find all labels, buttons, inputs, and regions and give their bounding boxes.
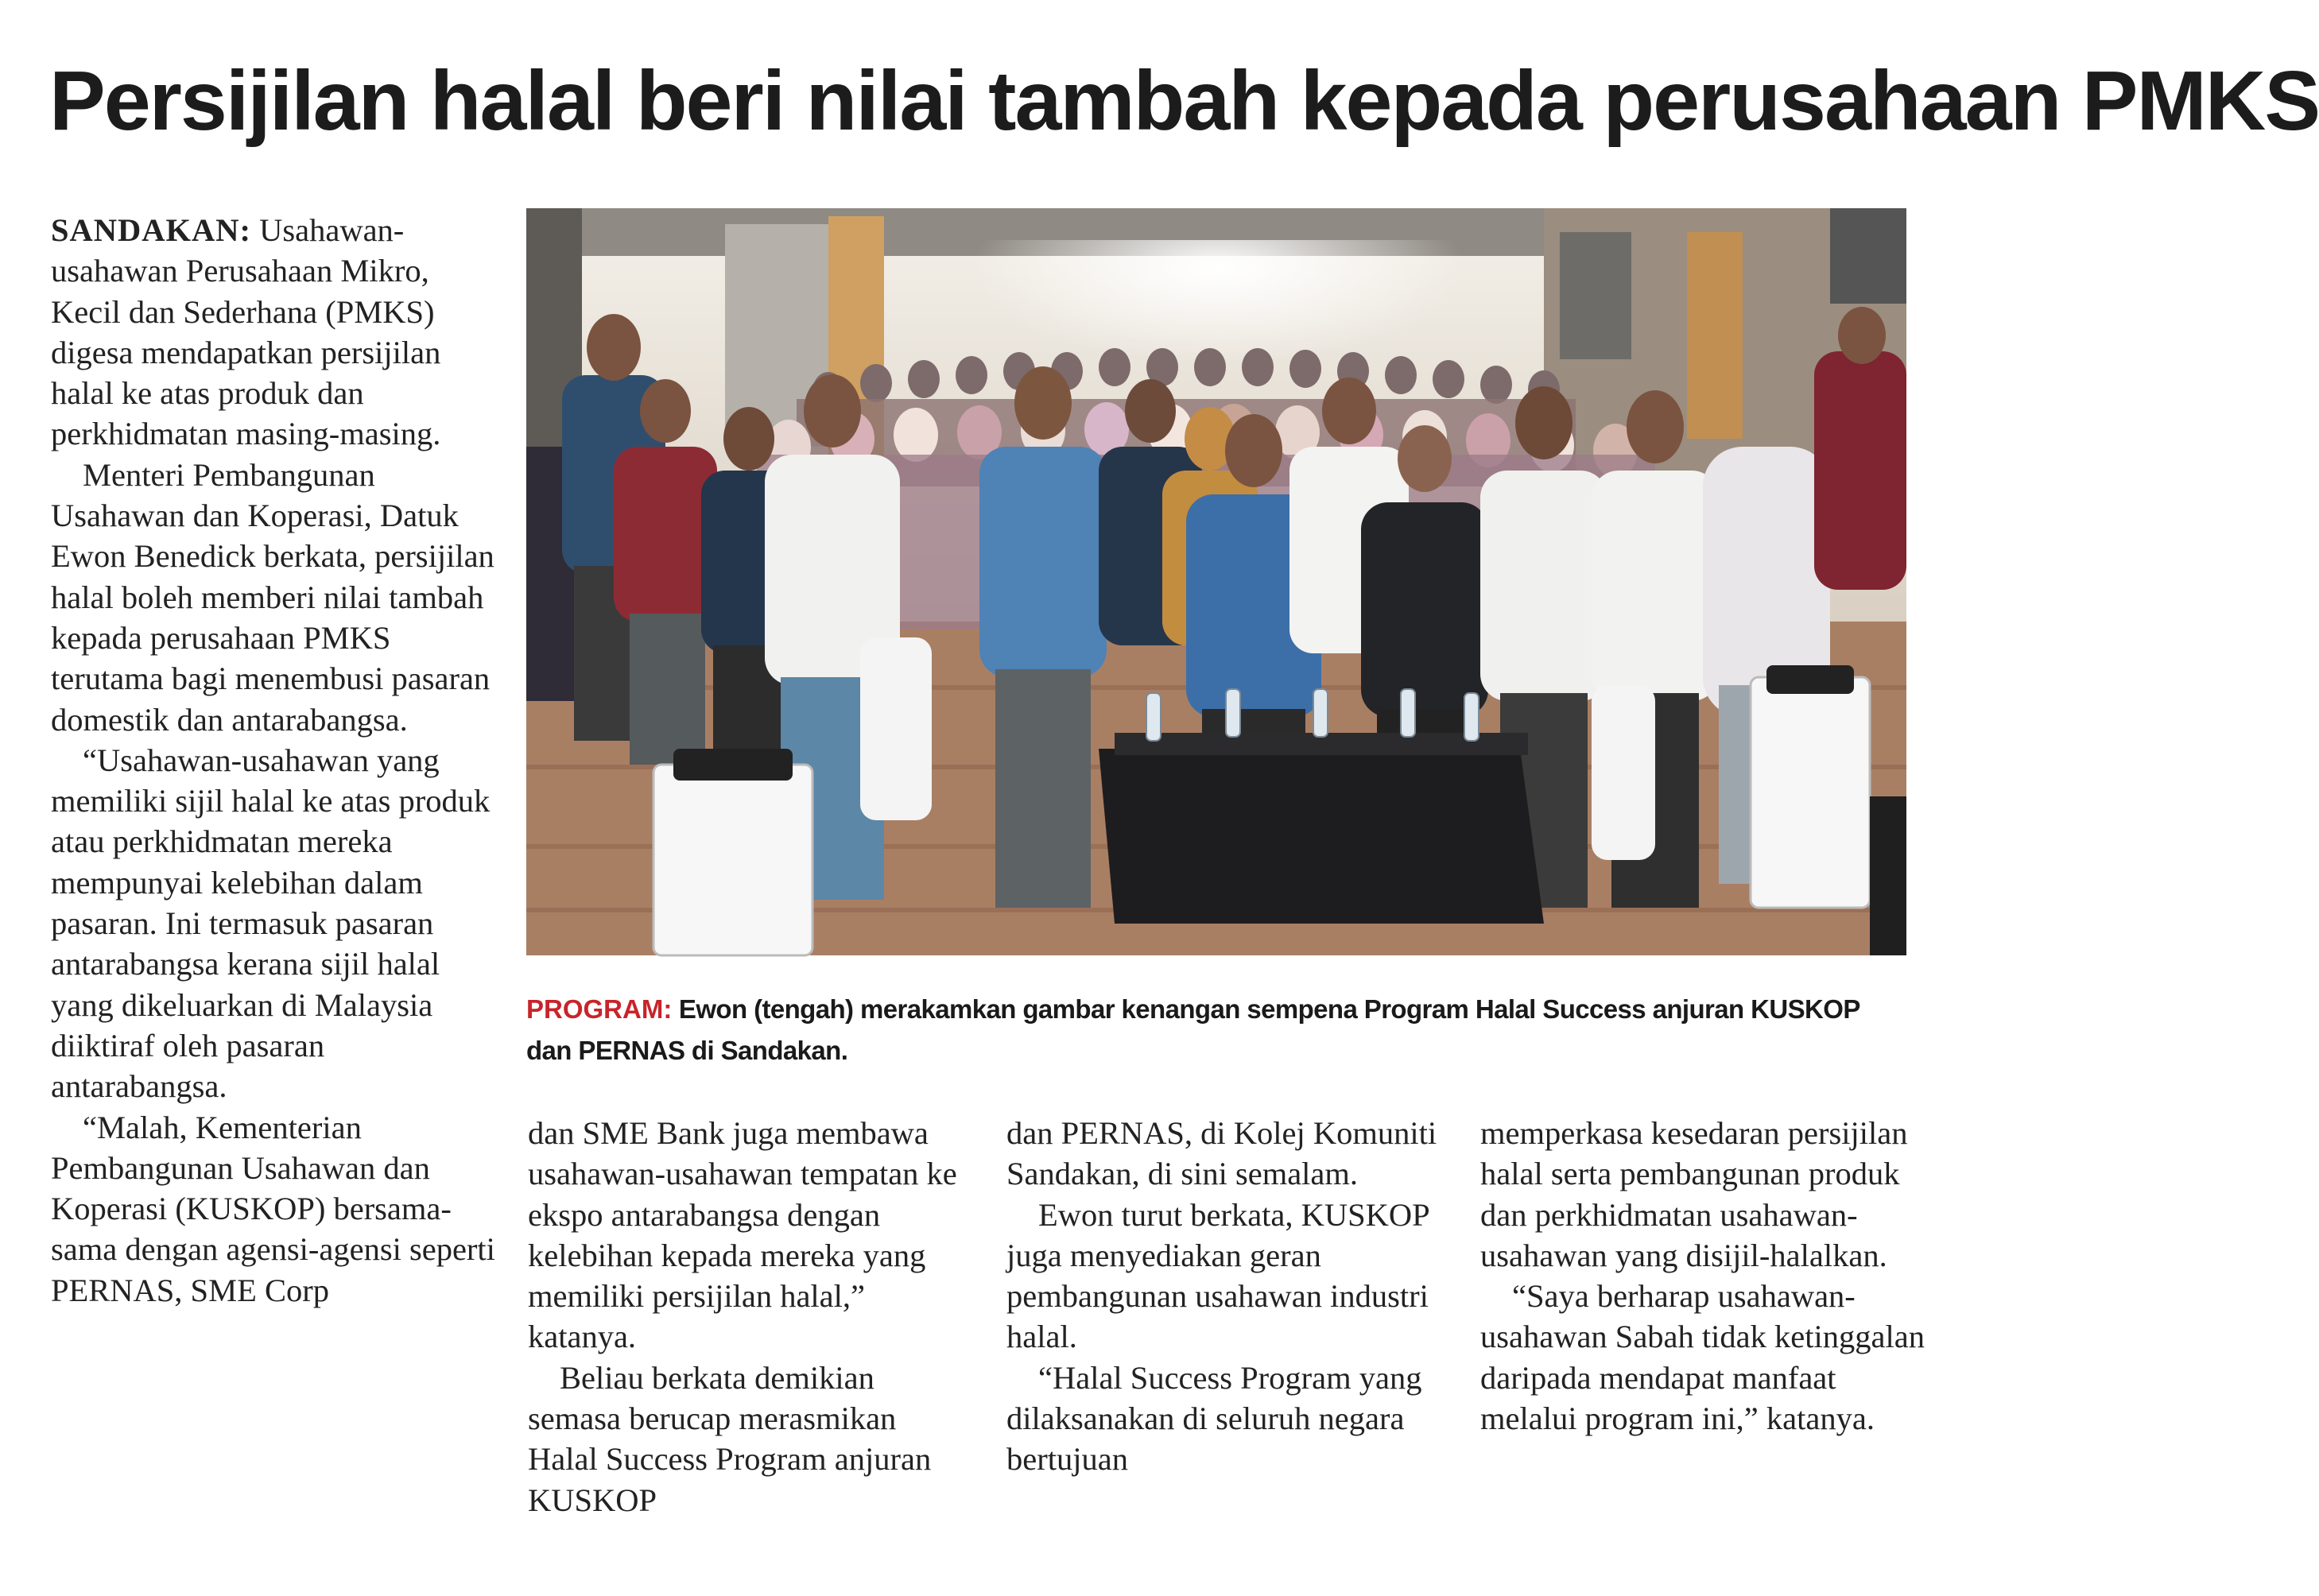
article-column-2 [528,1113,973,1520]
paragraph-4: “Malah, Kementerian Pembangunan Usahawan dan Koperasi (KUSKOP) bersama-sama dengan agensi-agensi seperti PERNAS, SME Corp [51,1109,495,1308]
paragraph-1-text: Usahawan-usahawan Perusahaan Mikro, Kecil dan Sederhana (PMKS) digesa mendapatkan persijilan halal ke atas produk dan perkhidmatan masing-masing. [51,212,441,452]
caption-text: Ewon (tengah) merakamkan gambar kenangan sempena Program Halal Success anjuran KUSKOP dan PERNAS di Sandakan. [526,994,1860,1065]
article-column-3 [1006,1113,1452,1480]
paragraph-7: dan PERNAS, di Kolej Komuniti Sandakan, di sini semalam. [1006,1115,1437,1192]
caption-label: PROGRAM: [526,994,673,1024]
paragraph-3: “Usahawan-usahawan yang memiliki sijil halal ke atas produk atau perkhidmatan mereka mempunyai kelebihan dalam pasaran. Ini termasuk pasaran antarabangsa kerana sijil halal yang dikeluarkan di Malaysia diiktiraf oleh pasaran antarabangsa. [51,742,491,1105]
article-column-1 [51,210,496,1311]
paragraph-9: “Halal Success Program yang dilaksanakan di seluruh negara bertujuan [1006,1359,1422,1478]
paragraph-10: memperkasa kesedaran persijilan halal serta pembangunan produk dan perkhidmatan usahawan-usahawan yang disijil-halalkan. [1480,1115,1908,1273]
headline: Persijilan halal beri nilai tambah kepada perusahaan PMKS [49,54,2319,148]
group-photo-illustration [526,208,1906,955]
event-photo [526,208,1906,955]
paragraph-5: dan SME Bank juga membawa usahawan-usahawan tempatan ke ekspo antarabangsa dengan kelebihan kepada mereka yang memiliki persijilan halal,” katanya. [528,1115,957,1355]
paragraph-11: “Saya berharap usahawan-usahawan Sabah tidak ketinggalan daripada mendapat manfaat melalui program ini,” katanya. [1480,1278,1925,1437]
paragraph-1 [51,210,496,455]
paragraph-2: Menteri Pembangunan Usahawan dan Koperasi, Datuk Ewon Benedick berkata, persijilan halal boleh memberi nilai tambah kepada perusahaan PMKS terutama bagi menembusi pasaran domestik dan antarabangsa. [51,456,494,738]
paragraph-8: Ewon turut berkata, KUSKOP juga menyediakan geran pembangunan usahawan industri halal. [1006,1196,1429,1355]
article-column-4 [1480,1113,1925,1439]
dateline: SANDAKAN: [51,212,251,248]
paragraph-6: Beliau berkata demikian semasa berucap merasmikan Halal Success Program anjuran KUSKOP [528,1359,932,1518]
photo-caption [526,989,1910,1071]
